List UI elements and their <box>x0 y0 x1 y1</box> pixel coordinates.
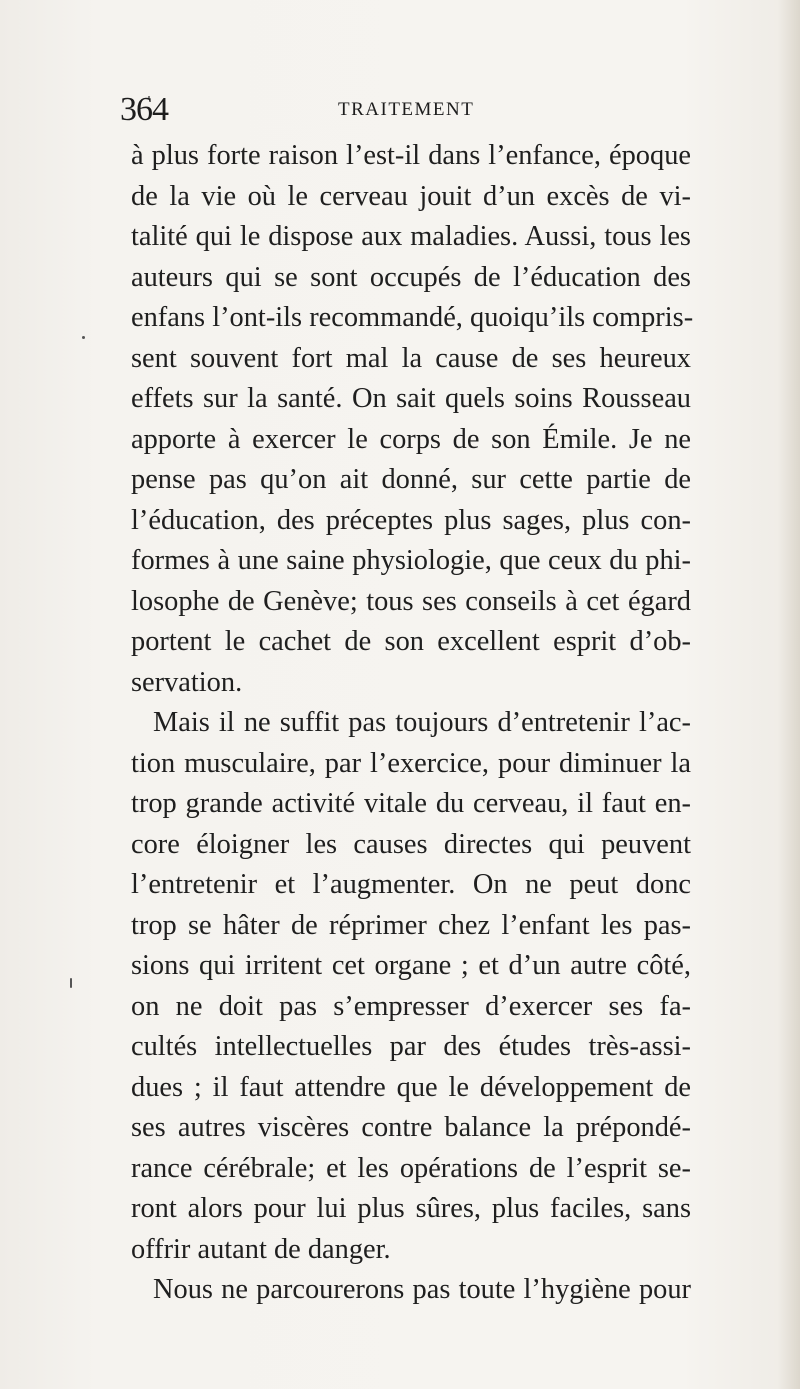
text-line: servation. <box>131 666 243 698</box>
ink-speck <box>70 978 72 988</box>
text-line: rance cérébrale; et les opérations de l’esprit se- <box>131 1152 691 1184</box>
body-text <box>131 136 694 1311</box>
text-line: l’entretenir et l’augmenter. On ne peut donc <box>131 869 691 900</box>
text-line: core éloigner les causes directes qui peuvent <box>131 828 691 860</box>
text-line: formes à une saine physiologie, que ceux du phi- <box>131 545 691 576</box>
text-line: auteurs qui se sont occupés de l’éducation des <box>131 261 691 293</box>
text-line: pense pas qu’on ait donné, sur cette partie de <box>131 464 691 495</box>
page-header <box>120 88 680 134</box>
text-line: apporte à exercer le corps de son Émile. Je ne <box>131 423 691 455</box>
text-line: trop grande activité vitale du cerveau, il faut en- <box>131 788 691 819</box>
text-line: offrir autant de danger. <box>131 1233 391 1265</box>
text-line: portent le cachet de son excellent esprit d’ob- <box>131 626 691 657</box>
text-line: tion musculaire, par l’exercice, pour diminuer la <box>131 747 691 779</box>
text-line: ront alors pour lui plus sûres, plus faciles, sans <box>131 1193 691 1224</box>
text-line: l’éducation, des préceptes plus sages, plus con- <box>131 504 691 536</box>
text-line: ses autres viscères contre balance la prépondé- <box>131 1112 691 1143</box>
text-line: Nous ne parcourerons pas toute l’hygiène pour <box>153 1274 691 1305</box>
text-line: cultés intellectuelles par des études très-assi- <box>131 1031 691 1062</box>
text-line: Mais il ne suffit pas toujours d’entretenir l’ac- <box>153 707 691 738</box>
text-line: losophe de Genève; tous ses conseils à cet égard <box>131 585 691 617</box>
text-line: sions qui irritent cet organe ; et d’un autre côté, <box>131 950 691 981</box>
ink-speck <box>82 336 85 339</box>
text-line: effets sur la santé. On sait quels soins Rousseau <box>131 383 691 414</box>
text-line: on ne doit pas s’empresser d’exercer ses fa- <box>131 990 691 1022</box>
text-line: sent souvent fort mal la cause de ses heureux <box>131 342 691 374</box>
text-line: trop se hâter de réprimer chez l’enfant les pas- <box>131 909 691 941</box>
text-line: enfans l’ont-ils recommandé, quoiqu’ils compris- <box>131 302 694 333</box>
page-number: 364 <box>120 91 168 128</box>
text-line: dues ; il faut attendre que le développement de <box>131 1071 691 1103</box>
text-line: à plus forte raison l’est-il dans l’enfance, époque <box>131 140 691 171</box>
text-line: de la vie où le cerveau jouit d’un excès de vi- <box>131 180 691 212</box>
running-head: TRAITEMENT <box>338 99 475 120</box>
text-line: talité qui le dispose aux maladies. Aussi, tous les <box>131 221 691 252</box>
page-edge-shadow <box>778 0 800 1389</box>
